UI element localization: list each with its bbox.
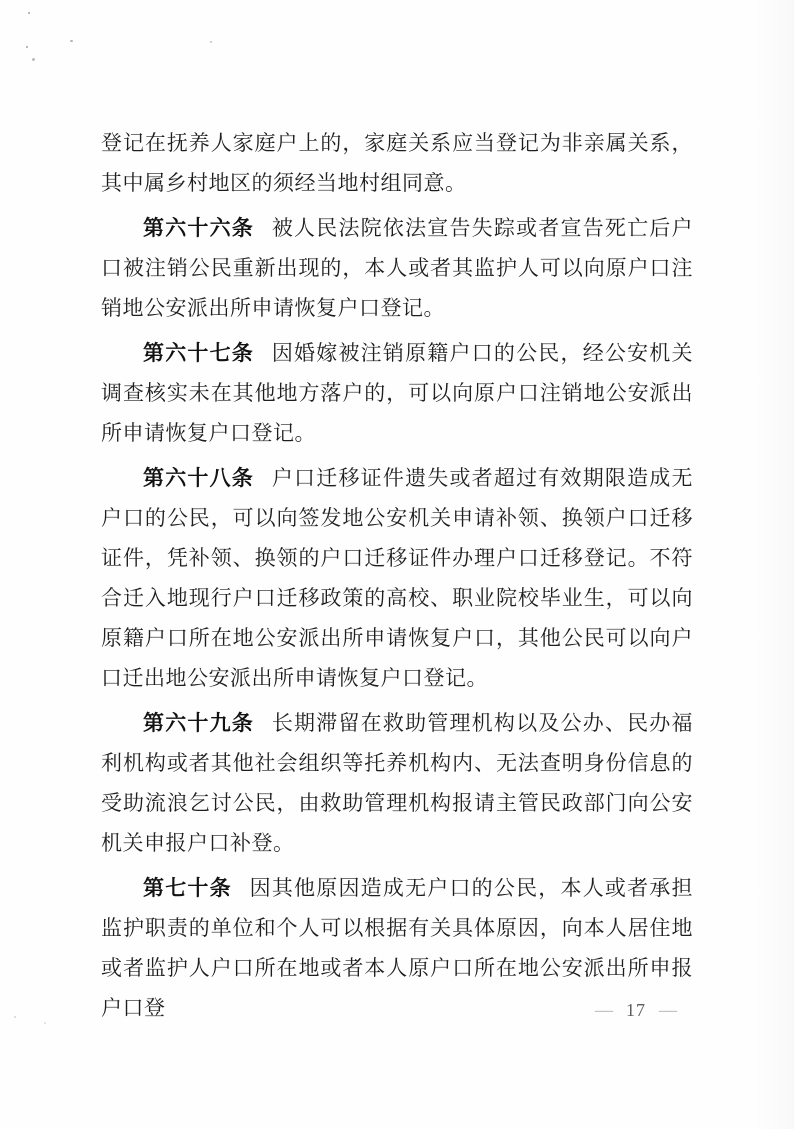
paragraph-article-67 [101,333,693,453]
paragraph-text: 被人民法院依法宣告失踪或者宣告死亡后户口被注销公民重新出现的，本人或者其监护人可以向原户口注销地公安派出所申请恢复户口登记。 [101,216,694,320]
article-number: 第六十七条 [143,341,255,365]
footer-dash-right: — [659,1002,677,1019]
scan-speckle [210,41,212,43]
footer-dash-left: — [595,1002,613,1019]
paragraph-text: 因婚嫁被注销原籍户口的公民，经公安机关调查核实未在其他地方落户的，可以向原户口注销地公安派出所申请恢复户口登记。 [101,341,694,445]
article-number: 第六十九条 [143,711,255,735]
scan-speckle [70,40,73,42]
document-body [101,123,693,1033]
paragraph-article-66 [101,208,693,328]
paragraph-text: 因其他原因造成无户口的公民，本人或者承担监护职责的单位和个人可以根据有关具体原因，向本人居住地或者监护人户口所在地或者本人原户口所在地公安派出所申报户口登 [101,876,694,1020]
page-number [595,1000,677,1021]
paragraph-continuation [101,123,693,203]
article-number: 第六十八条 [143,466,255,490]
article-number: 第六十六条 [143,216,255,240]
scan-speckle [14,1016,16,1018]
paragraph-text: 登记在抚养人家庭户上的，家庭关系应当登记为非亲属关系，其中属乡村地区的须经当地村组同意。 [101,131,693,195]
scan-speckle [44,1022,46,1024]
paragraph-text: 户口迁移证件遗失或者超过有效期限造成无户口的公民，可以向签发地公安机关申请补领、换领户口迁移证件，凭补领、换领的户口迁移证件办理户口迁移登记。不符合迁入地现行户口迁移政策的高校、职业院校毕业生，可以向原籍户口所在地公安派出所申请恢复户口，其他公民可以向户口迁出地公安派出所申请恢复户口登记。 [101,466,694,690]
article-number: 第七十条 [143,876,232,900]
scan-speckle [32,58,35,61]
scan-speckle [26,46,28,48]
scan-speckle [28,12,30,14]
paragraph-article-68 [101,458,693,698]
footer-page-number: 17 [626,1000,646,1020]
paragraph-text: 长期滞留在救助管理机构以及公办、民办福利机构或者其他社会组织等托养机构内、无法查明身份信息的受助流浪乞讨公民，由救助管理机构报请主管民政部门向公安机关申报户口补登。 [101,711,694,855]
paragraph-article-69 [101,703,693,863]
